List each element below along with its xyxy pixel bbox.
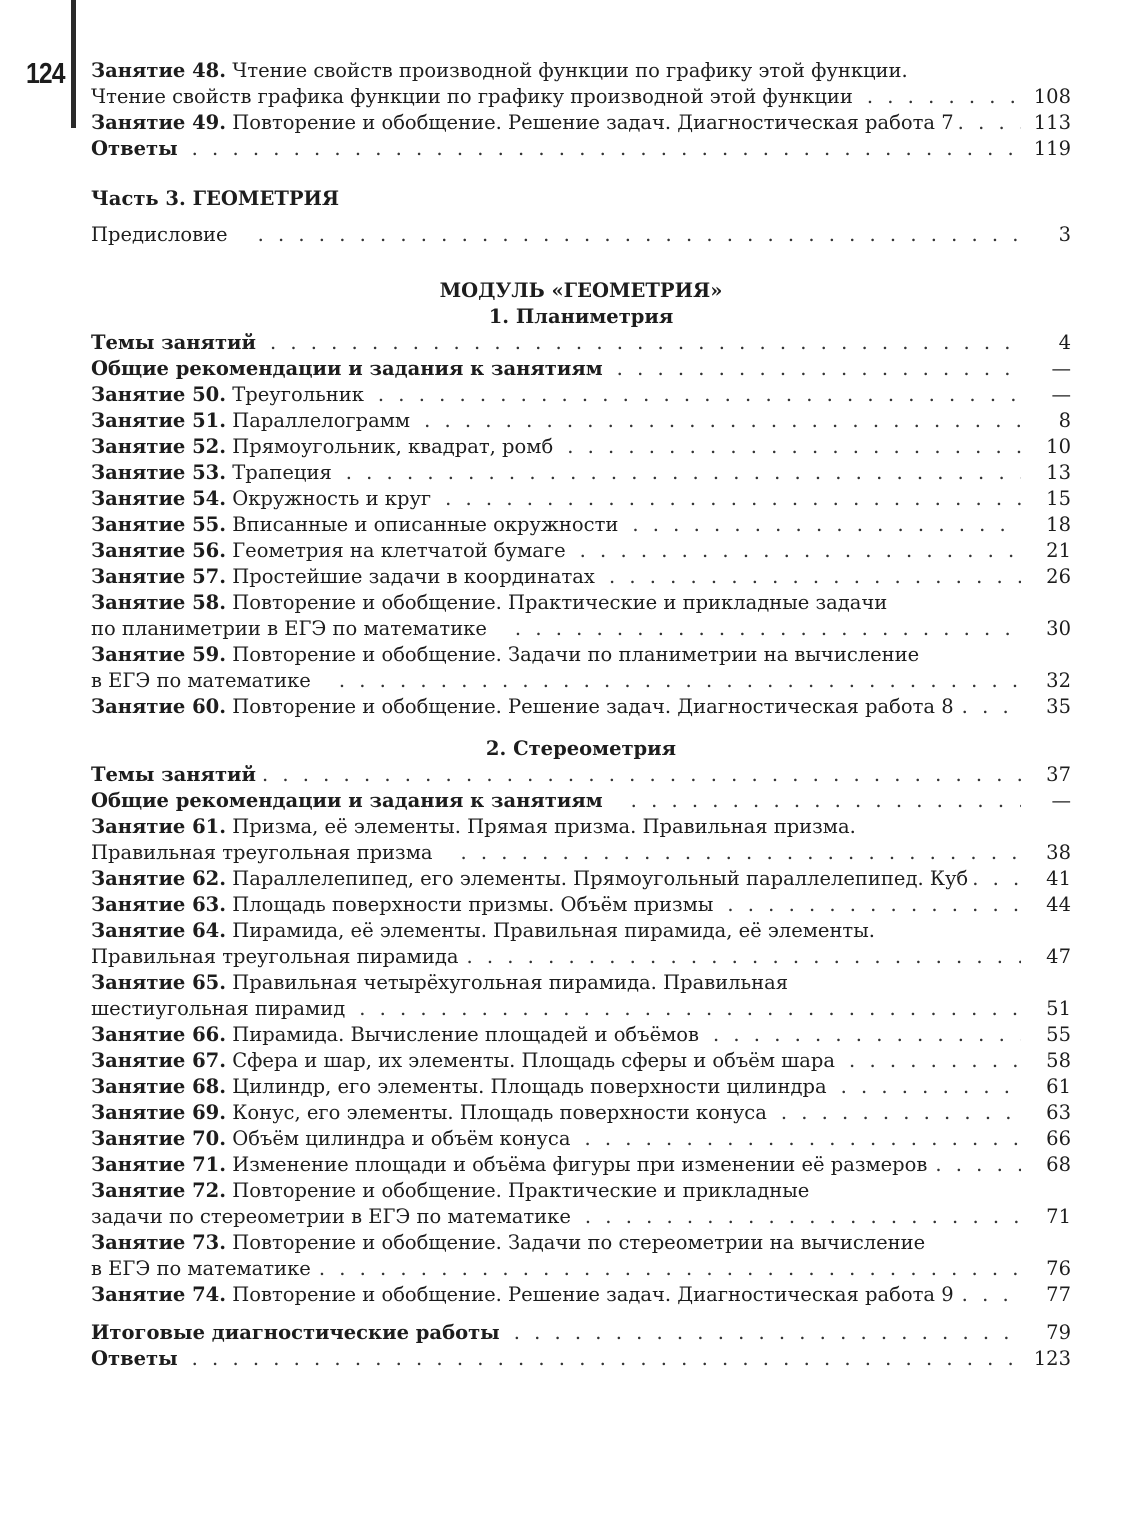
page-ref: 71	[1046, 1205, 1071, 1228]
lesson-title: Треугольник	[232, 383, 364, 406]
part-title: Часть 3. ГЕОМЕТРИЯ	[91, 187, 340, 210]
page-ref: 37	[1046, 763, 1071, 786]
lesson-label: Занятие 64.	[91, 919, 227, 942]
dot-leader	[359, 996, 1021, 1022]
page-ref: 47	[1046, 945, 1071, 968]
lesson-label: Занятие 56.	[91, 539, 227, 562]
lesson-title-continued: по планиметрии в ЕГЭ по математике	[91, 617, 487, 640]
page-ref: 3	[1058, 223, 1071, 246]
page-number: 124	[26, 58, 65, 90]
dot-leader	[424, 408, 1021, 434]
dot-leader	[962, 1282, 1021, 1308]
dot-leader	[258, 222, 1021, 248]
toc-entry-lesson-59-line1[interactable]	[91, 642, 1071, 668]
lesson-title: Конус, его элементы. Площадь поверхности конуса	[232, 1101, 767, 1124]
toc-entry-lesson-48-line1[interactable]	[91, 58, 1071, 84]
lesson-title: Окружность и круг	[232, 487, 432, 510]
toc-entry-lesson-55[interactable]	[91, 512, 1071, 538]
lesson-label: Занятие 60.	[91, 695, 227, 718]
toc-entry-lesson-73-line1[interactable]	[91, 1230, 1071, 1256]
toc-entry-lesson-65-line1[interactable]	[91, 970, 1071, 996]
lesson-title: Цилиндр, его элементы. Площадь поверхности цилиндра	[232, 1075, 827, 1098]
toc-entry-recommendations[interactable]	[91, 788, 1071, 814]
toc-entry-lesson-49[interactable]	[91, 110, 1071, 136]
toc-entry-lesson-71[interactable]	[91, 1152, 1071, 1178]
page-ref: 15	[1046, 487, 1071, 510]
lesson-label: Занятие 66.	[91, 1023, 227, 1046]
dot-leader	[958, 110, 1021, 136]
toc-entry-lesson-48-line2[interactable]	[91, 84, 1071, 110]
page-ref: 123	[1033, 1347, 1071, 1370]
dot-leader	[867, 84, 1021, 110]
lesson-title: Пирамида. Вычисление площадей и объёмов	[232, 1023, 700, 1046]
entry-title: Общие рекомендации и задания к занятиям	[91, 789, 603, 812]
lesson-label: Занятие 50.	[91, 383, 227, 406]
lesson-title: Повторение и обобщение. Практические и прикладные задачи	[232, 591, 888, 614]
page-ref: 35	[1046, 695, 1071, 718]
dot-leader	[445, 486, 1021, 512]
lesson-label: Занятие 68.	[91, 1075, 227, 1098]
dot-leader	[609, 564, 1021, 590]
toc-entry-lesson-58-line1[interactable]	[91, 590, 1071, 616]
page-ref: 79	[1046, 1321, 1071, 1344]
dot-leader	[514, 1320, 1021, 1346]
page-ref: 51	[1046, 997, 1071, 1020]
toc-entry-lesson-72-line1[interactable]	[91, 1178, 1071, 1204]
toc-entry-lesson-50[interactable]	[91, 382, 1071, 408]
lesson-label: Занятие 65.	[91, 971, 227, 994]
dot-leader	[339, 668, 1021, 694]
page-ref: 66	[1046, 1127, 1071, 1150]
toc-entry-lesson-64-line1[interactable]	[91, 918, 1071, 944]
dot-leader	[935, 1152, 1021, 1178]
lesson-title-continued: Правильная треугольная пирамида	[91, 945, 459, 968]
lesson-title-continued: Правильная треугольная призма	[91, 841, 433, 864]
dot-leader	[319, 1256, 1021, 1282]
dot-leader	[972, 866, 1021, 892]
page-ref: —	[1051, 789, 1071, 812]
dot-leader	[962, 694, 1021, 720]
dot-leader	[632, 512, 1021, 538]
lesson-title: Чтение свойств производной функции по графику этой функции.	[232, 59, 908, 82]
toc-entry-topics[interactable]	[91, 762, 1071, 788]
lesson-title: Вписанные и описанные окружности	[232, 513, 619, 536]
lesson-label: Занятие 67.	[91, 1049, 227, 1072]
page-ref: 108	[1033, 85, 1071, 108]
dot-leader	[378, 382, 1021, 408]
lesson-label: Занятие 63.	[91, 893, 227, 916]
page-ref: 61	[1046, 1075, 1071, 1098]
toc-entry-lesson-61-line2[interactable]	[91, 840, 1071, 866]
section-title-planimetry: 1. Планиметрия	[488, 305, 674, 328]
page-ref: 30	[1046, 617, 1071, 640]
page-ref: 68	[1046, 1153, 1071, 1176]
entry-title: Темы занятий	[91, 331, 256, 354]
lesson-title: Призма, её элементы. Прямая призма. Правильная призма.	[232, 815, 856, 838]
lesson-title: Геометрия на клетчатой бумаге	[232, 539, 566, 562]
toc-entry-lesson-54[interactable]	[91, 486, 1071, 512]
toc-entry-answers-part2[interactable]	[91, 136, 1071, 162]
page-ref: 55	[1046, 1023, 1071, 1046]
toc-entry-lesson-61-line1[interactable]	[91, 814, 1071, 840]
lesson-label: Занятие 73.	[91, 1231, 227, 1254]
dot-leader	[567, 434, 1021, 460]
lesson-title: Изменение площади и объёма фигуры при изменении её размеров	[232, 1153, 928, 1176]
toc-entry-lesson-60[interactable]	[91, 694, 1071, 720]
toc-entry-preface[interactable]	[91, 222, 1071, 248]
entry-title: Предисловие	[91, 223, 228, 246]
toc-entry-lesson-63[interactable]	[91, 892, 1071, 918]
toc-entry-lesson-67[interactable]	[91, 1048, 1071, 1074]
page-ref: 8	[1058, 409, 1071, 432]
lesson-label: Занятие 51.	[91, 409, 227, 432]
toc-entry-lesson-66[interactable]	[91, 1022, 1071, 1048]
page-ref: 41	[1046, 867, 1071, 890]
dot-leader	[461, 840, 1022, 866]
lesson-label: Занятие 49.	[91, 111, 227, 134]
lesson-label: Занятие 52.	[91, 435, 227, 458]
lesson-title-continued: шестиугольная пирамид	[91, 997, 346, 1020]
page-ref: 18	[1046, 513, 1071, 536]
dot-leader	[713, 1022, 1021, 1048]
dot-leader	[270, 330, 1021, 356]
lesson-title-continued: в ЕГЭ по математике	[91, 1257, 311, 1280]
entry-title: Общие рекомендации и задания к занятиям	[91, 357, 603, 380]
lesson-label: Занятие 48.	[91, 59, 227, 82]
page-ref: 113	[1033, 111, 1071, 134]
page-ref: 21	[1046, 539, 1071, 562]
page-ref: 10	[1046, 435, 1071, 458]
entry-title: Ответы	[91, 137, 178, 160]
page-ref: 26	[1046, 565, 1071, 588]
toc-entry-lesson-59-line2[interactable]	[91, 668, 1071, 694]
lesson-title: Повторение и обобщение. Практические и прикладные	[232, 1179, 810, 1202]
toc-entry-lesson-65-line2[interactable]	[91, 996, 1071, 1022]
lesson-label: Занятие 57.	[91, 565, 227, 588]
lesson-label: Занятие 59.	[91, 643, 227, 666]
lesson-label: Занятие 58.	[91, 591, 227, 614]
lesson-title: Повторение и обобщение. Задачи по стереометрии на вычисление	[232, 1231, 926, 1254]
lesson-title-continued: в ЕГЭ по математике	[91, 669, 311, 692]
lesson-title: Параллелограмм	[232, 409, 411, 432]
lesson-title: Параллелепипед, его элементы. Прямоугольный параллелепипед. Куб	[232, 867, 969, 890]
lesson-title: Повторение и обобщение. Задачи по планиметрии на вычисление	[232, 643, 920, 666]
lesson-label: Занятие 54.	[91, 487, 227, 510]
dot-leader	[192, 136, 1021, 162]
lesson-label: Занятие 55.	[91, 513, 227, 536]
dot-leader	[849, 1048, 1021, 1074]
toc-entry-final-answers[interactable]	[91, 1346, 1071, 1372]
lesson-title-continued: Чтение свойств графика функции по графику производной этой функции	[91, 85, 853, 108]
lesson-title: Повторение и обобщение. Решение задач. Диагностическая работа 8	[232, 695, 954, 718]
dot-leader	[727, 892, 1021, 918]
lesson-label: Занятие 61.	[91, 815, 227, 838]
toc-entry-lesson-64-line2[interactable]	[91, 944, 1071, 970]
toc-entry-lesson-52[interactable]	[91, 434, 1071, 460]
lesson-title: Простейшие задачи в координатах	[232, 565, 595, 588]
page-ref: 13	[1046, 461, 1071, 484]
dot-leader	[580, 538, 1021, 564]
page-ref: 76	[1046, 1257, 1071, 1280]
toc-entry-lesson-57[interactable]	[91, 564, 1071, 590]
lesson-title: Повторение и обобщение. Решение задач. Диагностическая работа 9	[232, 1283, 954, 1306]
toc-entry-lesson-56[interactable]	[91, 538, 1071, 564]
dot-leader	[515, 616, 1021, 642]
lesson-title: Трапеция	[232, 461, 332, 484]
dot-leader	[841, 1074, 1021, 1100]
dot-leader	[262, 762, 1021, 788]
lesson-title-continued: задачи по стереометрии в ЕГЭ по математике	[91, 1205, 571, 1228]
toc-entry-lesson-74[interactable]	[91, 1282, 1071, 1308]
section-title-stereometry: 2. Стереометрия	[485, 737, 677, 760]
entry-title: Итоговые диагностические работы	[91, 1321, 500, 1344]
toc-entry-lesson-72-line2[interactable]	[91, 1204, 1071, 1230]
lesson-title: Пирамида, её элементы. Правильная пирамида, её элементы.	[232, 919, 875, 942]
toc-entry-lesson-53[interactable]	[91, 460, 1071, 486]
lesson-label: Занятие 72.	[91, 1179, 227, 1202]
lesson-label: Занятие 62.	[91, 867, 227, 890]
lesson-title: Объём цилиндра и объём конуса	[232, 1127, 571, 1150]
toc-entry-recommendations[interactable]	[91, 356, 1071, 382]
page-edge-rule	[71, 0, 76, 128]
toc-entry-lesson-58-line2[interactable]	[91, 616, 1071, 642]
lesson-title: Сфера и шар, их элементы. Площадь сферы и объём шара	[232, 1049, 836, 1072]
dot-leader	[466, 944, 1021, 970]
toc-entry-lesson-69[interactable]	[91, 1100, 1071, 1126]
dot-leader	[346, 460, 1021, 486]
toc-entry-lesson-51[interactable]	[91, 408, 1071, 434]
entry-title: Темы занятий	[91, 763, 256, 786]
page-ref: —	[1051, 383, 1071, 406]
lesson-label: Занятие 53.	[91, 461, 227, 484]
table-of-contents	[91, 58, 1071, 1372]
lesson-title: Повторение и обобщение. Решение задач. Диагностическая работа 7	[232, 111, 954, 134]
lesson-title: Прямоугольник, квадрат, ромб	[232, 435, 554, 458]
lesson-label: Занятие 71.	[91, 1153, 227, 1176]
toc-entry-lesson-62[interactable]	[91, 866, 1071, 892]
lesson-label: Занятие 74.	[91, 1283, 227, 1306]
module-title: МОДУЛЬ «ГЕОМЕТРИЯ»	[439, 279, 723, 302]
page-ref: 119	[1033, 137, 1071, 160]
dot-leader	[617, 356, 1021, 382]
dot-leader	[631, 788, 1021, 814]
page-ref: —	[1051, 357, 1071, 380]
toc-entry-lesson-68[interactable]	[91, 1074, 1071, 1100]
entry-title: Ответы	[91, 1347, 178, 1370]
page-ref: 4	[1058, 331, 1071, 354]
dot-leader	[585, 1204, 1021, 1230]
page-ref: 63	[1046, 1101, 1071, 1124]
page-ref: 77	[1046, 1283, 1071, 1306]
lesson-title: Площадь поверхности призмы. Объём призмы	[232, 893, 714, 916]
dot-leader	[584, 1126, 1021, 1152]
toc-entry-topics[interactable]	[91, 330, 1071, 356]
lesson-title: Правильная четырёхугольная пирамида. Правильная	[232, 971, 789, 994]
dot-leader	[781, 1100, 1021, 1126]
page-ref: 32	[1046, 669, 1071, 692]
page-ref: 38	[1046, 841, 1071, 864]
dot-leader	[192, 1346, 1021, 1372]
toc-entry-lesson-73-line2[interactable]	[91, 1256, 1071, 1282]
page-ref: 44	[1046, 893, 1071, 916]
lesson-label: Занятие 69.	[91, 1101, 227, 1124]
page-ref: 58	[1046, 1049, 1071, 1072]
toc-entry-final-diagnostics[interactable]	[91, 1320, 1071, 1346]
lesson-label: Занятие 70.	[91, 1127, 227, 1150]
toc-entry-lesson-70[interactable]	[91, 1126, 1071, 1152]
